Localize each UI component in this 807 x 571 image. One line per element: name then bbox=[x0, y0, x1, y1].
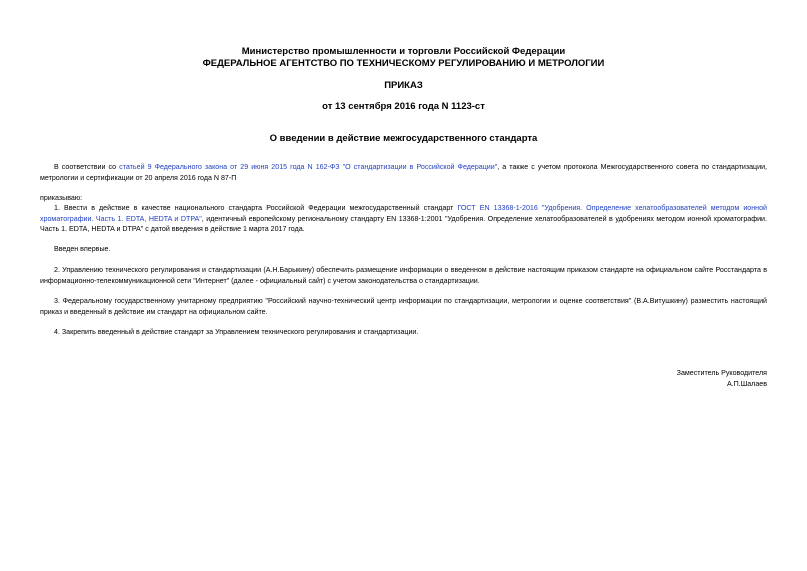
signatory-position: Заместитель Руководителя bbox=[676, 369, 767, 377]
federal-law-link[interactable]: статьей 9 Федерального закона от 29 июня 2015 года N 162-ФЗ "О стандартизации в Российской Федерации" bbox=[119, 163, 498, 171]
gost-standard-link[interactable]: ГОСТ EN 13368-1-2016 "Удобрения. Определение хелатообразователей методом ионной хроматографии. Часть 1. EDTA, HEDTA и DTPA" bbox=[40, 204, 767, 223]
document-subject: О введении в действие межгосударственного стандарта bbox=[269, 133, 538, 144]
signatory-name: А.П.Шалаев bbox=[726, 380, 767, 388]
document-type: ПРИКАЗ bbox=[384, 80, 423, 91]
item-1-paragraph bbox=[40, 203, 767, 235]
item-2-paragraph: 2. Управлению технического регулирования и стандартизации (А.Н.Барыкину) обеспечить размещение информации о введенном в действие настоящим приказом стандарте на официальном сайте Росстандарта в информационно-телекоммуникационной сети "Интернет" (далее - официальный сайт) с учетом законодательства о стандартизации. bbox=[40, 266, 767, 285]
preamble-paragraph bbox=[40, 162, 767, 183]
preamble-lead: В соответствии со bbox=[54, 163, 120, 171]
document-date-number: от 13 сентября 2016 года N 1123-ст bbox=[322, 101, 485, 112]
introduced-first-note: Введен впервые. bbox=[54, 245, 111, 253]
item-1-rest: , идентичный европейскому региональному стандарту EN 13368-1:2001 "Удобрения. Определение хелатообразователей в удобрениях методом ионной хроматографии. Часть 1. EDTA, HEDTA и DTPA" с датой введения в действие 1 марта 2017 года. bbox=[40, 214, 767, 233]
orders-label: приказываю: bbox=[40, 194, 83, 202]
preamble-rest: , а также с учетом протокола Межгосударственного совета по стандартизации, метрологии и сертификации от 20 апреля 2016 года N 87-П bbox=[40, 163, 767, 182]
item-4-paragraph: 4. Закрепить введенный в действие стандарт за Управлением технического регулирования и стандартизации. bbox=[54, 328, 419, 336]
ministry-title: Министерство промышленности и торговли Российской Федерации bbox=[241, 46, 566, 57]
item-1-lead: 1. Ввести в действие в качестве национального стандарта Российской Федерации межгосударственный стандарт bbox=[54, 204, 458, 212]
item-3-paragraph: 3. Федеральному государственному унитарному предприятию "Российский научно-технический центр информации по стандартизации, метрологии и оценке соответствия" (В.А.Витушкину) разместить настоящий приказ и введенный в действие им стандарт на официальном сайте. bbox=[40, 297, 767, 316]
agency-title: ФЕДЕРАЛЬНОЕ АГЕНТСТВО ПО ТЕХНИЧЕСКОМУ РЕГУЛИРОВАНИЮ И МЕТРОЛОГИИ bbox=[202, 58, 605, 69]
